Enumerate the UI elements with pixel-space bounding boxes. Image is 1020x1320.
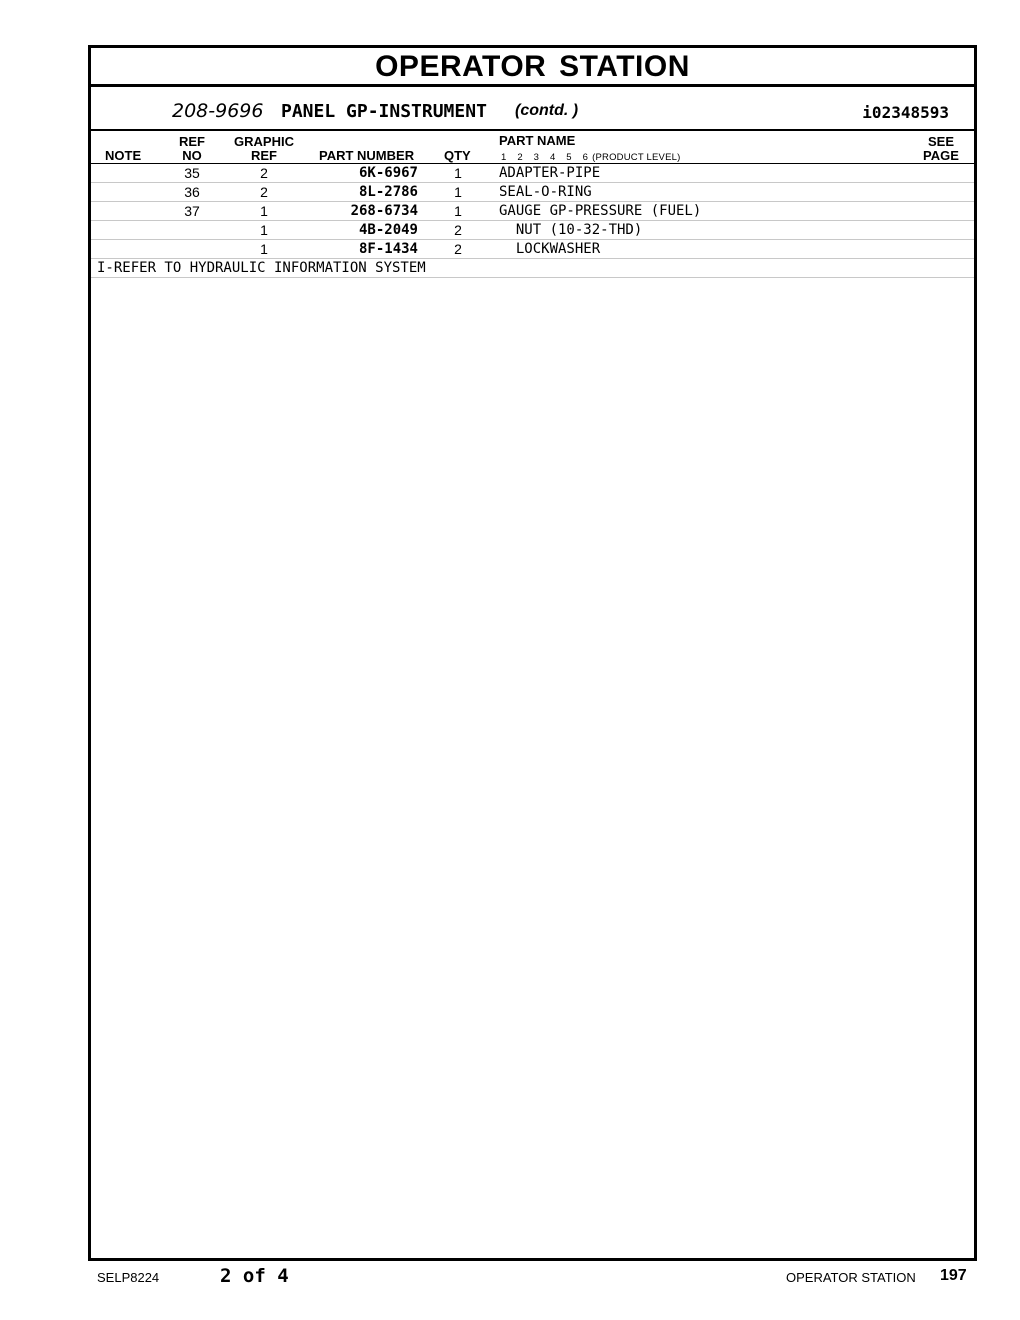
col-qty: QTY <box>444 148 471 163</box>
ref-no: 37 <box>184 203 200 219</box>
table-row <box>91 202 974 221</box>
quantity: 1 <box>454 165 462 181</box>
part-name: LOCKWASHER <box>499 241 601 257</box>
col-see-page-top: SEE <box>927 134 954 149</box>
part-number: 8F-1434 <box>358 241 418 257</box>
table-row <box>91 183 974 202</box>
col-see-page-bottom: PAGE <box>923 148 959 163</box>
col-graphic-ref-bottom: REF <box>251 148 277 163</box>
graphic-ref: 1 <box>260 222 268 238</box>
part-name: GAUGE GP-PRESSURE (FUEL) <box>499 203 702 219</box>
part-number: 4B-2049 <box>358 222 418 238</box>
part-name: SEAL-O-RING <box>499 184 592 200</box>
note-text: I-REFER TO HYDRAULIC INFORMATION SYSTEM <box>97 260 426 276</box>
part-name: ADAPTER-PIPE <box>499 165 601 181</box>
graphic-ref: 1 <box>260 241 268 257</box>
col-ref-no-bottom: NO <box>182 148 202 163</box>
quantity: 1 <box>454 203 462 219</box>
ref-no: 35 <box>184 165 200 181</box>
col-product-levels <box>501 151 680 165</box>
group-number: 208-9696 <box>172 100 264 122</box>
product-level-label: (PRODUCT LEVEL) <box>592 152 681 163</box>
group-name: PANEL GP-INSTRUMENT <box>281 101 487 122</box>
ref-no: 36 <box>184 184 200 200</box>
parts-table-body <box>91 164 974 278</box>
col-part-name: PART NAME <box>499 133 576 148</box>
note-row <box>91 259 974 278</box>
document-id: SELP8224 <box>97 1270 160 1285</box>
page-footer <box>0 1263 1020 1293</box>
graphic-ref: 2 <box>260 165 268 181</box>
group-id: i02348593 <box>862 103 949 122</box>
col-graphic-ref-top: GRAPHIC <box>234 134 294 149</box>
graphic-ref: 2 <box>260 184 268 200</box>
col-part-number: PART NUMBER <box>319 148 415 163</box>
table-row <box>91 221 974 240</box>
page-title: OPERATOR STATION <box>91 48 974 87</box>
quantity: 2 <box>454 222 462 238</box>
table-row <box>91 240 974 259</box>
quantity: 2 <box>454 241 462 257</box>
product-level-numbers: 1 2 3 4 5 6 <box>501 152 589 163</box>
col-ref-no-top: REF <box>179 134 205 149</box>
part-number: 268-6734 <box>350 203 418 219</box>
group-header <box>91 87 974 131</box>
page-count: 2 of 4 <box>220 1265 289 1287</box>
column-headers <box>91 131 974 164</box>
page-number: 197 <box>940 1267 967 1284</box>
col-note: NOTE <box>105 148 142 163</box>
parts-page-frame <box>88 45 977 1261</box>
group-continued-label: (contd. ) <box>515 102 579 119</box>
footer-section: OPERATOR STATION <box>786 1270 916 1285</box>
table-row <box>91 164 974 183</box>
quantity: 1 <box>454 184 462 200</box>
part-number: 8L-2786 <box>358 184 418 200</box>
part-name: NUT (10-32-THD) <box>499 222 643 238</box>
part-number: 6K-6967 <box>358 165 418 181</box>
graphic-ref: 1 <box>260 203 268 219</box>
